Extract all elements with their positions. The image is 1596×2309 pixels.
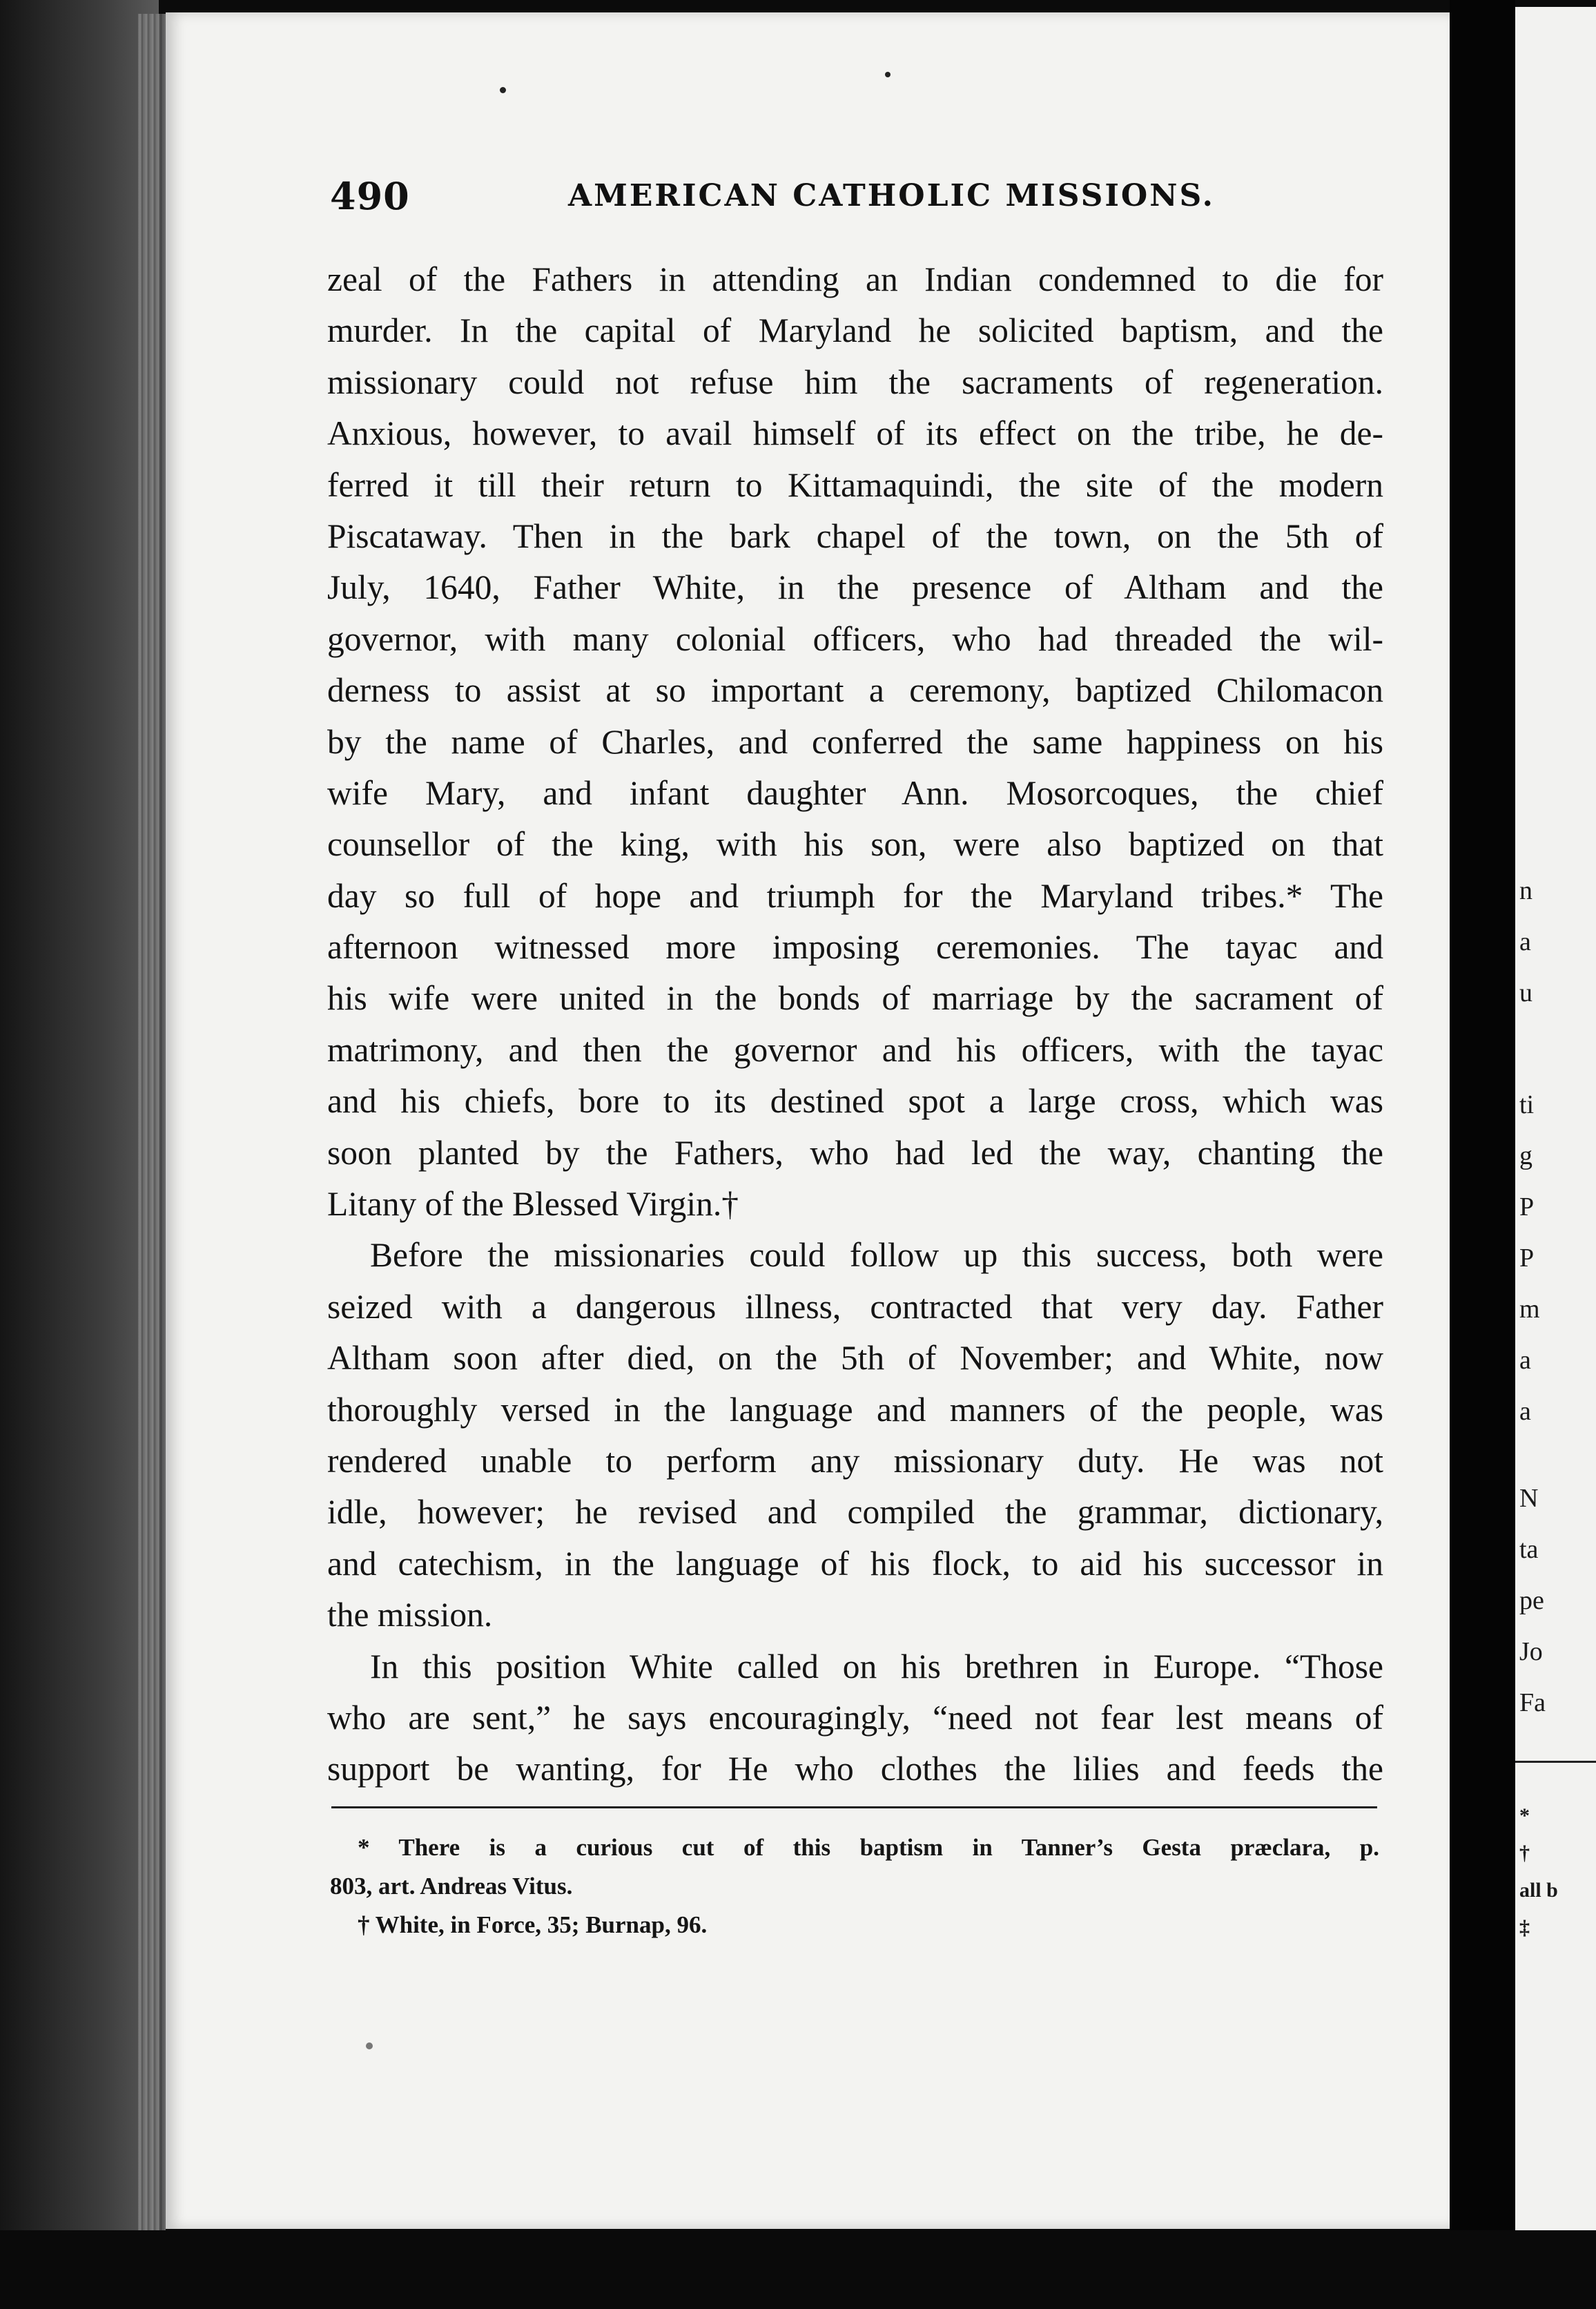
text-line: missionary could not refuse him the sacraments of regeneration.: [327, 363, 1383, 401]
text-line: Altham soon after died, on the 5th of November; and White, now: [327, 1339, 1383, 1378]
text-line: the mission.: [327, 1596, 493, 1634]
paragraph-start-line: In this position White called on his brethren in Europe. “Those: [370, 1647, 1383, 1685]
text-line: day so full of hope and triumph for the Maryland tribes.* The: [327, 876, 1383, 915]
text-line: wife Mary, and infant daughter Ann. Mosorcoques, the chief: [327, 773, 1383, 812]
facing-text-fragment: Jo: [1519, 1637, 1543, 1666]
facing-page-fragment: [1515, 7, 1596, 2230]
facing-text-fragment: a: [1519, 927, 1531, 956]
footnote-rule: [331, 1806, 1377, 1808]
facing-footnote-fragment: *: [1519, 1804, 1530, 1827]
footnotes: [330, 1828, 1379, 1944]
facing-text-fragment: N: [1519, 1484, 1539, 1513]
text-line: support be wanting, for He who clothes the lilies and feeds the: [327, 1750, 1383, 1788]
text-line: afternoon witnessed more imposing ceremonies. The tayac and: [327, 928, 1383, 967]
facing-text-fragment: m: [1519, 1295, 1540, 1324]
facing-text-fragment: a: [1519, 1346, 1531, 1375]
scan-speck: [885, 72, 891, 77]
facing-text-fragment: P: [1519, 1244, 1535, 1273]
text-line: July, 1640, Father White, in the presence of Altham and the: [327, 568, 1383, 607]
running-head: [330, 174, 1393, 218]
facing-text-fragment: P: [1519, 1192, 1535, 1221]
facing-footnote-fragment: ‡: [1519, 1916, 1530, 1939]
text-line: Anxious, however, to avail himself of its effect on the tribe, he de-: [327, 414, 1383, 453]
facing-text-fragment: g: [1519, 1141, 1532, 1170]
footnote-line: * There is a curious cut of this baptism in Tanner’s Gesta præclara, p.: [358, 1834, 1379, 1861]
text-line: thoroughly versed in the language and manners of the people, was: [327, 1390, 1383, 1429]
text-line: and his chiefs, bore to its destined spot a large cross, which was: [327, 1082, 1383, 1121]
scan-bottom-border: [0, 2230, 1596, 2309]
paragraph-start-line: Before the missionaries could follow up this success, both were: [370, 1236, 1383, 1275]
text-line: matrimony, and then the governor and his officers, with the tayac: [327, 1030, 1383, 1069]
text-line: derness to assist at so important a ceremony, baptized Chilomacon: [327, 671, 1383, 710]
text-line: idle, however; he revised and compiled the grammar, dictionary,: [327, 1493, 1383, 1532]
page-number: 490: [330, 174, 410, 218]
text-line: governor, with many colonial officers, who had threaded the wil-: [327, 619, 1383, 658]
text-line: ferred it till their return to Kittamaquindi, the site of the modern: [327, 465, 1383, 504]
text-line: and catechism, in the language of his flock, to aid his successor in: [327, 1544, 1383, 1583]
running-title: AMERICAN CATHOLIC MISSIONS.: [568, 178, 1216, 213]
text-line: Litany of the Blessed Virgin.†: [327, 1185, 739, 1224]
scan-speck: [500, 87, 506, 93]
facing-text-fragment: u: [1519, 978, 1532, 1007]
text-line: soon planted by the Fathers, who had led the way, chanting the: [327, 1133, 1383, 1172]
facing-footnote-fragment: all b: [1519, 1879, 1558, 1902]
facing-text-fragment: a: [1519, 1397, 1531, 1426]
text-line: rendered unable to perform any missionary duty. He was not: [327, 1441, 1383, 1480]
text-line: Piscataway. Then in the bark chapel of the town, on the 5th of: [327, 516, 1383, 555]
text-line: who are sent,” he says encouragingly, “need not fear lest means of: [327, 1698, 1383, 1737]
scan-speck: [366, 2042, 373, 2049]
text-line: counsellor of the king, with his son, were also baptized on that: [327, 825, 1383, 864]
facing-text-fragment: pe: [1519, 1586, 1544, 1615]
facing-footnote-rule: [1515, 1761, 1596, 1763]
book-spine-gutter: [0, 0, 159, 2309]
text-line: murder. In the capital of Maryland he solicited baptism, and the: [327, 311, 1383, 350]
facing-text-fragment: ti: [1519, 1090, 1535, 1119]
footnote-line: 803, art. Andreas Vitus.: [330, 1873, 573, 1900]
text-line: zeal of the Fathers in attending an Indian condemned to die for: [327, 260, 1383, 298]
facing-text-fragment: n: [1519, 876, 1532, 905]
text-line: seized with a dangerous illness, contracted that very day. Father: [327, 1287, 1383, 1326]
body-text: [327, 254, 1383, 1795]
facing-text-fragment: ta: [1519, 1535, 1539, 1564]
facing-text-fragment: Fa: [1519, 1688, 1546, 1717]
text-line: by the name of Charles, and conferred the same happiness on his: [327, 722, 1383, 761]
page-edges: [138, 14, 166, 2237]
page-divider: [1450, 0, 1515, 2309]
facing-footnote-fragment: †: [1519, 1842, 1530, 1864]
footnote-line: † White, in Force, 35; Burnap, 96.: [358, 1911, 708, 1938]
text-line: his wife were united in the bonds of marriage by the sacrament of: [327, 979, 1383, 1018]
